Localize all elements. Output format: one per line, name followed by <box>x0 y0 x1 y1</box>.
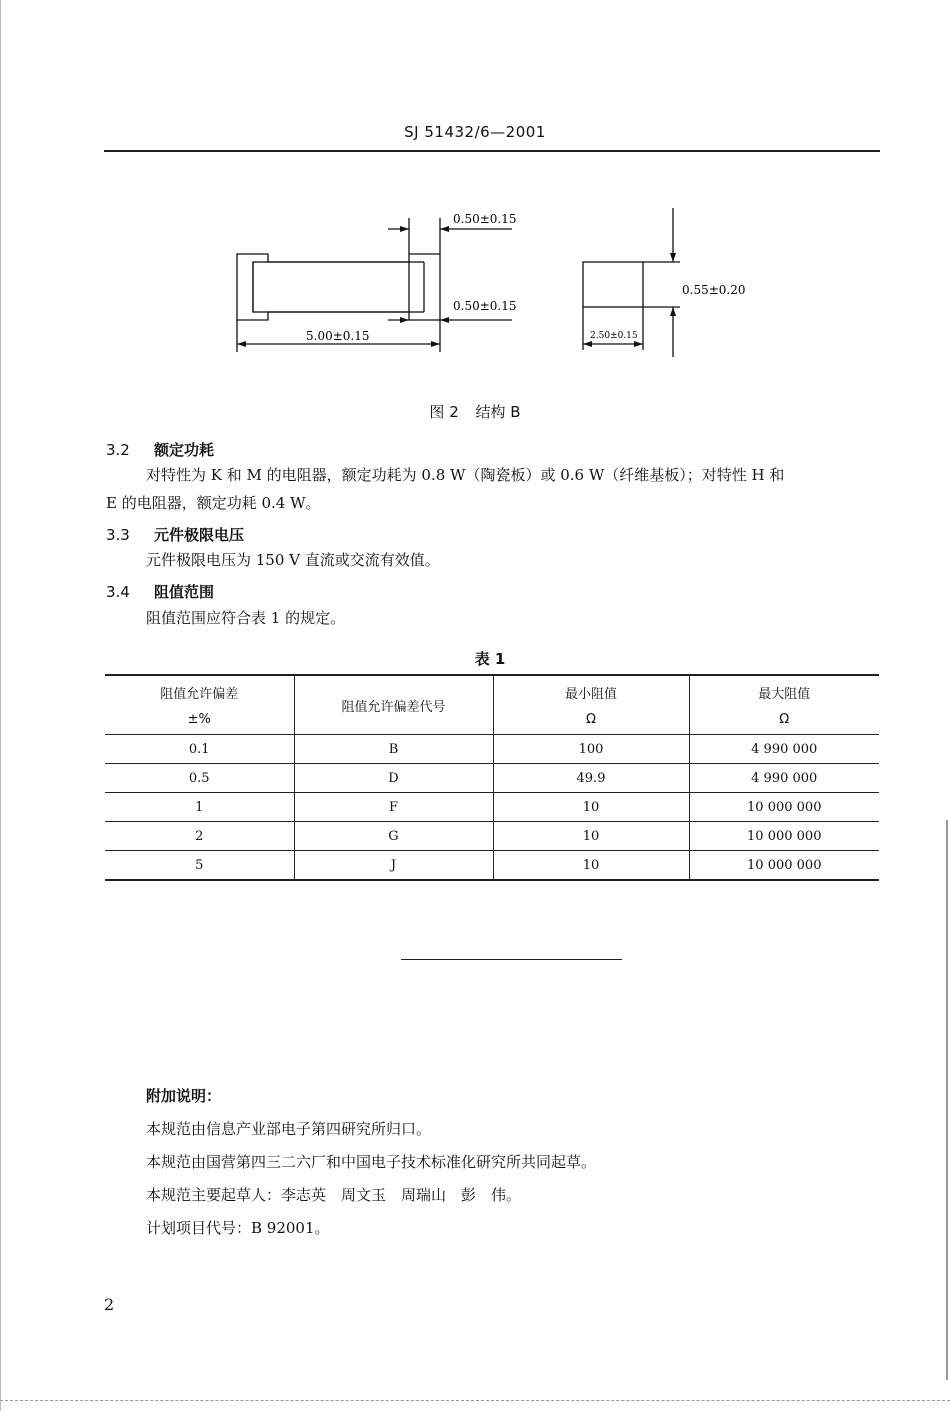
section-title: 阻值范围 <box>154 583 215 601</box>
table-row <box>105 822 879 851</box>
table-cell: 0.5 <box>105 764 294 793</box>
notes-line: 本规范由信息产业部电子第四研究所归口。 <box>146 1120 432 1138</box>
table-cell: B <box>294 735 493 764</box>
section-body-line: 对特性为 K 和 M 的电阻器，额定功耗为 0.8 W（陶瓷板）或 0.6 W（纤维基板）；对特性 H 和 <box>146 466 785 484</box>
notes-line: 本规范由国营第四三二六厂和中国电子技术标准化研究所共同起草。 <box>146 1153 597 1171</box>
table-cell: 49.9 <box>493 764 689 793</box>
table-cell: D <box>294 764 493 793</box>
table-cell: 10 000 000 <box>689 822 879 851</box>
dim-right-label: 0.50±0.15 <box>453 299 517 313</box>
section-number: 3.4 <box>106 583 130 601</box>
table-title: 表 1 <box>474 650 506 668</box>
table-cell: 1 <box>105 793 294 822</box>
table-cell: 10 000 000 <box>689 851 879 881</box>
resistance-table <box>105 674 879 881</box>
table-cell: G <box>294 822 493 851</box>
additional-notes <box>146 1080 596 1245</box>
section-title: 元件极限电压 <box>154 526 245 544</box>
table-header-cell: 最小阻值 Ω <box>493 675 689 735</box>
table-header-cell: 最大阻值 Ω <box>689 675 879 735</box>
section-body-line: 元件极限电压为 150 V 直流或交流有效值。 <box>146 551 440 569</box>
figure-structure-b <box>0 0 950 380</box>
table-cell: 4 990 000 <box>689 764 879 793</box>
table-cell: 4 990 000 <box>689 735 879 764</box>
table-cell: F <box>294 793 493 822</box>
resistor-body <box>253 262 409 312</box>
table-header-cell: 阻值允许偏差代号 <box>294 675 493 735</box>
section-number: 3.3 <box>106 526 130 544</box>
scan-edge-bottom <box>0 1400 950 1401</box>
figure-number: 图 2 <box>429 403 459 421</box>
table-cell: 10 <box>493 793 689 822</box>
table-cell: 2 <box>105 822 294 851</box>
table-cell: 10 000 000 <box>689 793 879 822</box>
table-row <box>105 793 879 822</box>
table-row <box>105 851 879 881</box>
figure-title: 结构 B <box>475 403 521 421</box>
scan-edge-right <box>946 820 950 1380</box>
section-number: 3.2 <box>106 441 130 459</box>
table-row <box>105 735 879 764</box>
document-code: SJ 51432/6—2001 <box>404 123 546 141</box>
table-cell: 5 <box>105 851 294 881</box>
notes-line: 计划项目代号：B 92001。 <box>146 1219 330 1237</box>
dim-width-label: 2.50±0.15 <box>590 331 638 341</box>
dim-top-label: 0.50±0.15 <box>453 212 517 226</box>
table-cell: 10 <box>493 851 689 881</box>
table-cell: J <box>294 851 493 881</box>
page-number: 2 <box>104 1295 115 1314</box>
table-cell: 0.1 <box>105 735 294 764</box>
section-body-line: 阻值范围应符合表 1 的规定。 <box>146 609 346 627</box>
figure-caption <box>0 401 950 422</box>
section-heading <box>106 581 214 602</box>
section-title: 额定功耗 <box>154 441 215 459</box>
table-header-cell: 阻值允许偏差 ±% <box>105 675 294 735</box>
notes-title: 附加说明： <box>146 1087 222 1105</box>
table-row <box>105 764 879 793</box>
end-view-body <box>583 262 643 307</box>
section-heading <box>106 524 244 545</box>
table-cell: 100 <box>493 735 689 764</box>
section-body-line: E 的电阻器，额定功耗 0.4 W。 <box>106 494 321 512</box>
section-heading <box>106 439 214 460</box>
notes-line: 本规范主要起草人：李志英 周文玉 周瑞山 彭 伟。 <box>146 1186 522 1204</box>
dim-length-label: 5.00±0.15 <box>306 329 370 343</box>
end-rule <box>401 959 622 960</box>
dim-height-label: 0.55±0.20 <box>682 283 746 297</box>
table-header-row <box>105 675 879 735</box>
table-cell: 10 <box>493 822 689 851</box>
